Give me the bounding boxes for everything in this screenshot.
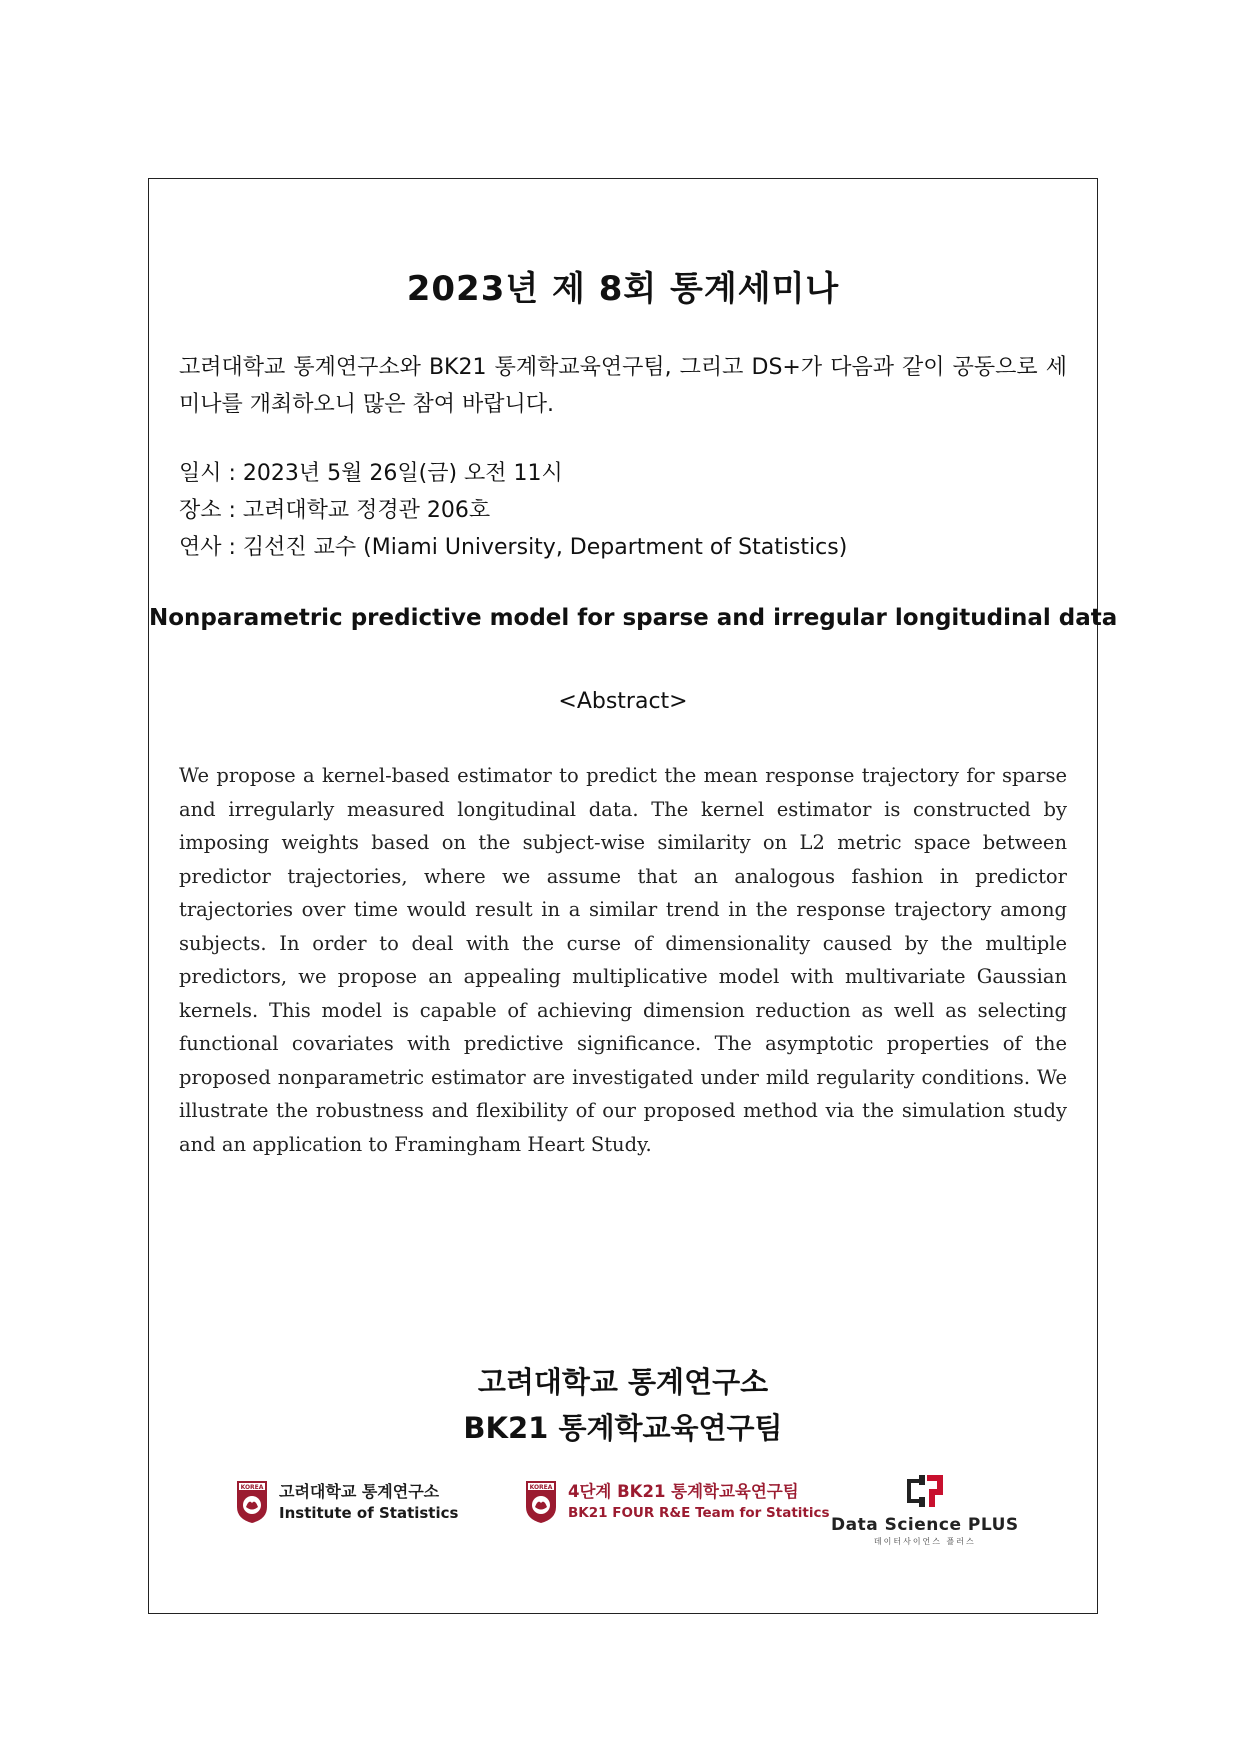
talk-title: Nonparametric predictive model for sparse and irregular longitudinal data [149, 605, 1118, 631]
bk21-logo [524, 1479, 830, 1525]
bk21-name-ko: 4단계 BK21 통계학교육연구팀 [568, 1482, 799, 1501]
seminar-place: 장소 : 고려대학교 정경관 206호 [179, 498, 491, 523]
svg-text:KOREA: KOREA [529, 1484, 553, 1491]
seminar-details [179, 455, 1067, 566]
dsplus-name-en: Data Science PLUS [831, 1515, 1019, 1535]
intro-paragraph: 고려대학교 통계연구소와 BK21 통계학교육연구팀, 그리고 DS+가 다음과 같이 공동으로 세미나를 개최하오니 많은 참여 바랍니다. [179, 355, 1067, 417]
bk21-crest-icon [524, 1479, 558, 1525]
organizer-bk21: BK21 통계학교육연구팀 [463, 1411, 783, 1445]
dsplus-name-ko: 데이터사이언스 플러스 [873, 1537, 976, 1546]
svg-text:KOREA: KOREA [240, 1484, 264, 1491]
dsplus-mark-icon [901, 1471, 949, 1511]
institute-logo [235, 1479, 458, 1525]
organizers [149, 1359, 1097, 1451]
abstract-heading: <Abstract> [558, 689, 688, 714]
logo-strip [149, 1471, 1097, 1551]
bk21-name-en: BK21 FOUR R&E Team for Statitics [568, 1505, 830, 1521]
institute-name-en: Institute of Statistics [279, 1504, 459, 1522]
korea-university-crest-icon [235, 1479, 269, 1525]
seminar-date: 일시 : 2023년 5월 26일(금) 오전 11시 [179, 461, 563, 486]
seminar-speaker: 연사 : 김선진 교수 (Miami University, Department of Statistics) [179, 535, 848, 560]
dsplus-logo [831, 1471, 1019, 1547]
organizer-institute: 고려대학교 통계연구소 [477, 1365, 769, 1399]
document-frame [148, 178, 1118, 1614]
seminar-title: 2023년 제 8회 통계세미나 [406, 269, 840, 309]
abstract-text: We propose a kernel-based estimator to predict the mean response trajectory for sparse and irregularly measured longitudinal data. The kernel estimator is constructed by imposing weights based on the subject-wise similarity on L2 metric space between predictor trajectories, where we assume that an analogous fashion in predictor trajectories over time would result in a similar trend in the response trajectory among subjects. In order to deal with the curse of dimensionality caused by the multiple predictors, we propose an appealing multiplicative model with multivariate Gaussian kernels. This model is capable of achieving dimension reduction as well as selecting functional covariates with predictive significance. The asymptotic properties of the proposed nonparametric estimator are investigated under mild regularity conditions. We illustrate the robustness and flexibility of our proposed method via the simulation study and an application to Framingham Heart Study. [179, 764, 1067, 1156]
institute-name-ko: 고려대학교 통계연구소 [279, 1482, 440, 1501]
